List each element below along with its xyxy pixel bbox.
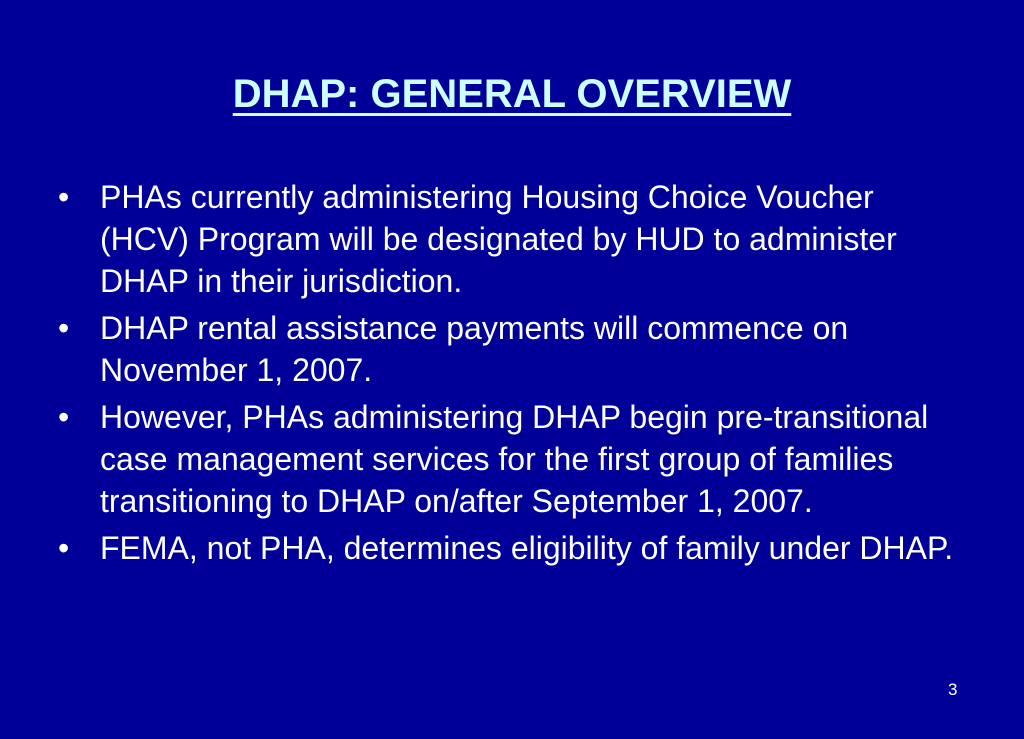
bullet-text: DHAP rental assistance payments will commence on November 1, 2007. (100, 310, 849, 388)
page-number: 3 (948, 680, 958, 699)
bullet-list (58, 176, 958, 574)
bullet-marker: • (58, 179, 70, 215)
bullet-item (58, 307, 958, 391)
bullet-item (58, 396, 958, 522)
bullet-item (58, 176, 958, 302)
bullet-text: PHAs currently administering Housing Choice Voucher (HCV) Program will be designated by HUD to administer DHAP in their jurisdiction. (100, 179, 897, 299)
bullet-text: FEMA, not PHA, determines eligibility of family under DHAP. (100, 530, 954, 566)
bullet-text: However, PHAs administering DHAP begin pre-transitional case management services for the first group of families transitioning to DHAP on/after September 1, 2007. (100, 399, 929, 519)
bullet-item (58, 527, 958, 569)
bullet-marker: • (58, 530, 70, 566)
slide-title: DHAP: GENERAL OVERVIEW (232, 72, 792, 116)
bullet-marker: • (58, 310, 70, 346)
bullet-marker: • (58, 399, 70, 435)
